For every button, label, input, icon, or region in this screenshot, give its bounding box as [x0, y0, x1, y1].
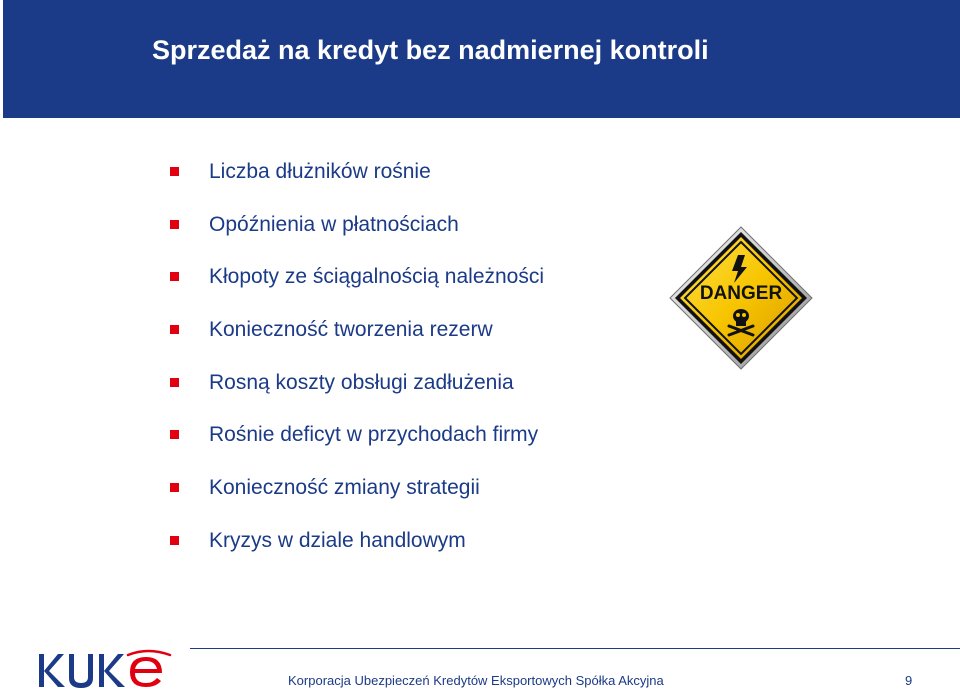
- bullet-text: Konieczność zmiany strategii: [209, 476, 480, 500]
- bullet-item: [170, 316, 690, 369]
- bullet-marker: [170, 483, 179, 492]
- danger-sign-icon: [668, 225, 814, 371]
- kuke-logo: [36, 645, 176, 695]
- bullet-marker: [170, 220, 179, 229]
- bullet-list: [170, 158, 690, 580]
- slide-title: Sprzedaż na kredyt bez nadmiernej kontroli: [152, 35, 709, 65]
- logo-text: KUKE: [36, 645, 39, 646]
- bullet-text: Kryzys w dziale handlowym: [209, 528, 466, 552]
- bullet-item: [170, 158, 690, 211]
- bullet-marker: [170, 167, 179, 176]
- bullet-item: [170, 263, 690, 316]
- danger-sign-label: DANGER: [699, 283, 783, 304]
- bullet-item: [170, 369, 690, 422]
- footer-divider: [190, 648, 960, 649]
- bullet-text: Kłopoty ze ściągalnością należności: [209, 265, 545, 289]
- footer-company-name: Korporacja Ubezpieczeń Kredytów Eksportowych Spółka Akcyjna: [288, 673, 664, 688]
- bullet-text: Liczba dłużników rośnie: [209, 160, 431, 183]
- bullet-marker: [170, 536, 179, 545]
- bullet-item: [170, 421, 690, 474]
- bullet-marker: [170, 272, 179, 281]
- page-number: 9: [905, 673, 913, 688]
- bullet-text: Konieczność tworzenia rezerw: [209, 318, 493, 342]
- bullet-item: [170, 211, 690, 264]
- bullet-text: Rosną koszty obsługi zadłużenia: [209, 370, 514, 394]
- bullet-marker: [170, 430, 179, 439]
- bullet-marker: [170, 378, 179, 387]
- bullet-text: Opóźnienia w płatnościach: [209, 212, 459, 236]
- bullet-marker: [170, 325, 179, 334]
- bullet-text: Rośnie deficyt w przychodach firmy: [209, 423, 539, 447]
- bullet-item: [170, 527, 690, 580]
- bullet-item: [170, 474, 690, 527]
